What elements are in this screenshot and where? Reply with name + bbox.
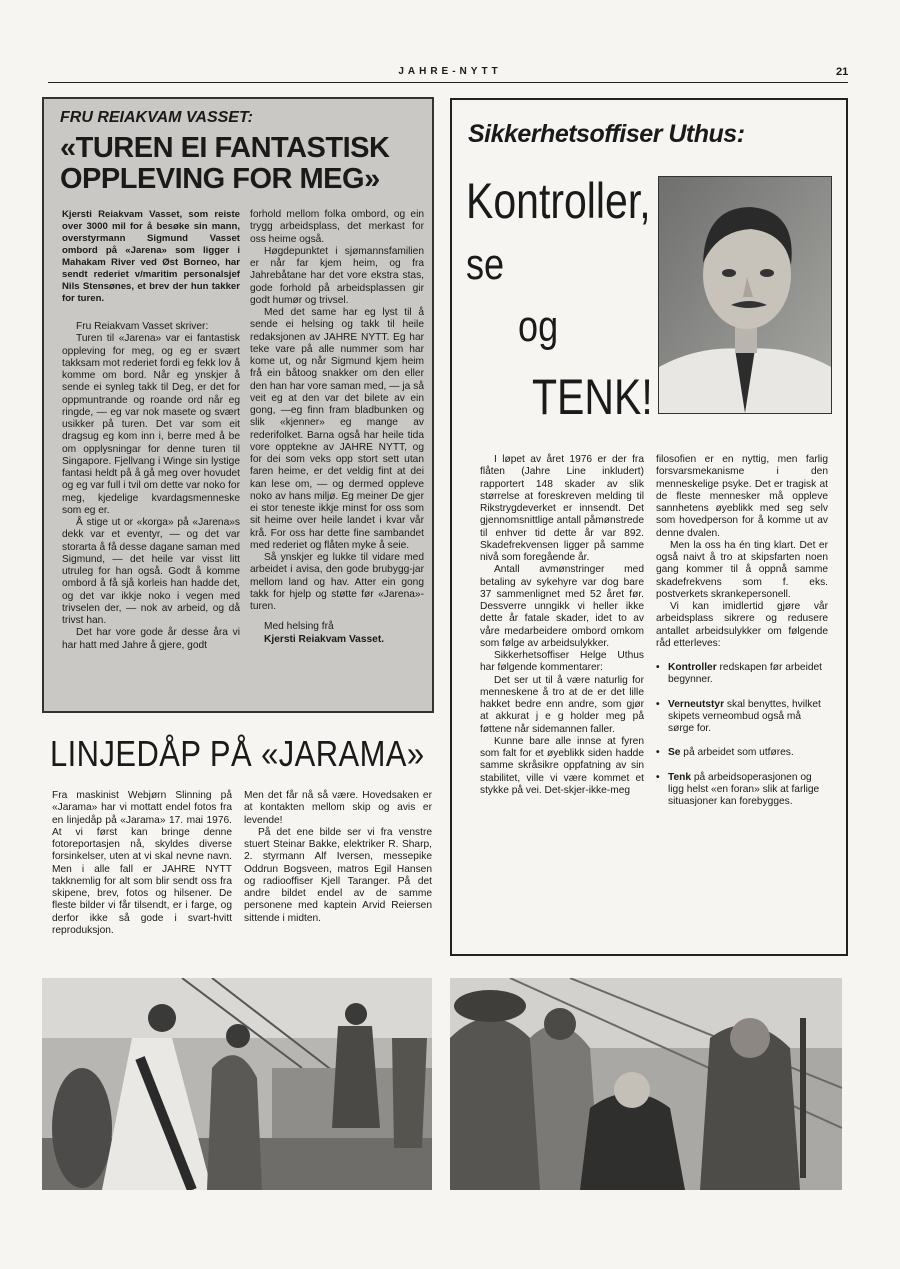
ceremony-photo-right xyxy=(450,978,842,1190)
article-linjedaap-column-right xyxy=(244,790,432,925)
tip-term: Se xyxy=(668,747,681,759)
safety-tip-tenk xyxy=(656,772,828,809)
bullet-icon: • xyxy=(656,662,660,673)
article-vasset-lead: Kjersti Reiakvam Vasset, som reiste over 3000 mil for å besøke sin mann, overstyrmann Sigmund Vasset ombord på «Jarena» som ligger i Mahakam River ved Øst Borneo, har sendt rederiet v/maritim personalsjef Nils Stensønes, et brev der hun takker for turen. xyxy=(62,209,240,304)
paragraph: I løpet av året 1976 er der fra flåten (Jahre Line inkludert) rapportert 148 skader av slik størrelse at foreskreven melding til Rikstrygdeverket er innsendt. Det gjennomsnittlige antall påmønstrede til enhver tid dette år var 892. Skadefrekvensen ligger på samme nivå som foregående år. xyxy=(480,454,644,563)
paragraph: Høgdepunktet i sjømannsfamilien er når far kjem heim, og fra Jahrebåtane har det vore ekstra stas, gode forhold på arbeidsplassen gir godt humør og trivsel. xyxy=(250,245,424,306)
header-rule xyxy=(48,82,848,83)
tip-text: skal benyttes, hvilket skipets verneombud også må sørge for. xyxy=(668,698,821,734)
page-number: 21 xyxy=(836,66,849,78)
masthead: JAHRE-NYTT xyxy=(398,66,502,77)
paragraph: Å stige ut or «korga» på «Jarena»s dekk var et eventyr, — og det var storarta å få desse dagane saman med Sigmund, — det heile var visst litt utruleg for han også. Godt å komme ombord å få sjå korleis han hadde det, og det var ikkje noko i vegen med trivselen der, — nok av arbeid, og då trivst han. xyxy=(62,517,240,626)
bullet-icon: • xyxy=(656,747,660,759)
ceremony-illustration-left xyxy=(42,978,432,1190)
big-word-og: og xyxy=(518,302,559,351)
paragraph: Fra maskinist Webjørn Slinning på «Jarama» har vi mottatt endel fotos fra en linjedåp på «Jarama» 17. mai 1976. At vi først kan bringe denne fotoreportasjen nå, skyldes diverse forsinkelser, uten at vi skal nevne navn. Men i alle fall er JAHRE NYTT takknemlig for alt som blir sendt oss fra skipene, brev, fotos og hilsener. De fleste bilder vi får tilsendt, er i farge, og derfor ikke så gode i svart-hvitt reproduksjon. xyxy=(52,790,232,936)
paragraph: Så ynskjer eg lukke til vidare med arbeidet i avisa, den gode brubygg-jar mellom land og hav. Atter ein gong takk for hjelp og støtte før «Jarena»-turen. xyxy=(250,552,424,612)
big-word-kontroller: Kontroller, xyxy=(466,173,651,229)
ceremony-illustration-right xyxy=(450,978,842,1190)
ceremony-photo-left xyxy=(42,978,432,1190)
safety-tip-verneutstyr xyxy=(656,699,828,736)
article-linjedaap-column-left xyxy=(52,790,232,937)
tip-term: Kontroller xyxy=(668,662,717,673)
portrait-photo xyxy=(658,176,832,414)
big-word-tenk: TENK! xyxy=(532,369,653,425)
portrait-illustration xyxy=(659,177,831,413)
article-vasset-column-right xyxy=(250,209,424,646)
tip-text: redskapen før arbeidet begynner. xyxy=(668,662,823,686)
paragraph: forhold mellom folka ombord, og ein trygg arbeidsplass, det merkast for oss heime også. xyxy=(250,209,424,245)
signature: Kjersti Reiakvam Vasset. xyxy=(264,633,385,645)
article-safety xyxy=(450,98,848,956)
paragraph: På det ene bilde ser vi fra venstre stuert Steinar Bakke, elektriker R. Sharp, 2. styrmann Alf Iversen, messepike Oddrun Bogsveen, matros Egil Hansen og radiooffiser Kjell Taranger. På det andre bildet endel av de samme personene med kaptein Arvid Reiersen sittende i midten. xyxy=(244,826,432,924)
paragraph: Det ser ut til å være naturlig for menneskene å tro at de er det lille hakket bedre enn andre, som gjør at akkurat j e g holder meg på føttene når sidemannen faller. xyxy=(480,674,644,735)
big-word-se: se xyxy=(466,240,505,289)
paragraph: filosofien er en nyttig, men farlig forsvarsmekanisme i den menneskelige psyke. Det er tragisk at de fleste mennesker må oppleve sannhetens øyeblikk med seg selv som hovedperson for å komme ut av denne dvalen. xyxy=(656,454,828,539)
paragraph: Med det same har eg lyst til å sende ei helsing og takk til heile redaksjonen av JAHRE NYTT. Eg har teke vare på alle nummer som har kome ut, og når Sigmund kjem heim frå ein båtoog snakker om den eller den han har vore saman med, — ja så veit eg at den var det bilete av ein gong, —eg finn fram bladbunken og slik «kjenner» eg mange av rederifolket. Barna også har heile tida vore opptekne av JAHRE NYTT, og for dei som veks opp stort sett utan faren heime, er det veldig fint at dei kan lese om, — og dermed oppleve noko av hans miljø. Eg meiner De gjer ei stor teneste ikkje minst for oss som sit heime over heile landet i kvar vår krå. For oss har dette fine sambandet med rederiet og flåten myke å seie. xyxy=(250,307,424,551)
article-safety-column-right xyxy=(656,454,828,808)
article-linjedaap-headline: LINJEDÅP PÅ «JARAMA» xyxy=(50,733,425,774)
paragraph: Men la oss ha én ting klart. Det er også naivt å tro at skipsfarten noen gang kommer til å oppnå samme skadefrekvens som f. eks. postverkets skrankepersonell. xyxy=(656,539,828,600)
tip-term: Verneutstyr xyxy=(668,698,725,710)
bullet-icon: • xyxy=(656,698,660,710)
article-vasset-column-left xyxy=(62,209,240,652)
paragraph: Kunne bare alle innse at fyren som falt for et øyeblikk siden hadde samme skråsikre oppfatning av sin stabilitet, ville vi være kommet et stykke på vei. Det-skjer-ikke-meg xyxy=(480,735,644,796)
article-safety-column-left xyxy=(480,454,644,797)
paragraph: Fru Reiakvam Vasset skriver: xyxy=(76,321,209,332)
bullet-icon: • xyxy=(656,771,660,783)
paragraph: Det har vore gode år desse åra vi har hatt med Jahre å gjere, godt xyxy=(62,627,240,651)
article-safety-kicker: Sikkerhetsoffiser Uthus: xyxy=(468,120,745,148)
article-vasset xyxy=(42,97,434,713)
tip-text: på arbeidsoperasjonen og ligg helst «en foran» slik at farlige situasjoner kan forebygges. xyxy=(668,771,820,807)
safety-tip-kontroller xyxy=(656,662,828,687)
closing: Med helsing frå xyxy=(264,621,334,633)
article-vasset-kicker: FRU REIAKVAM VASSET: xyxy=(60,109,253,126)
paragraph: Turen til «Jarena» var ei fantastisk oppleving for meg, og eg er svært takksam mot rederiet fordi eg fekk lov å komme om bord. Når eg ynskjer å sende ei synleg takk til Deg, er det for oppmuntrande og roande ord når eg ringde, — eg var nok masete og svært usikker på turen. Det var som eit dragsug eg kom inn i, berre med å be om opplysningar for denne turen til Singapore. Fjellvang i Winge sin lystige fantasi heldt på å gå meg over hovudet og eg var full i tvil om dette var noko for meg, kjedelige kvardagsmenneske som eg er. xyxy=(62,333,240,516)
paragraph: Vi kan imidlertid gjøre vår arbeidsplass sikrere og redusere antallet arbeidsulykker om følgende råd etterleves: xyxy=(656,601,828,649)
paragraph: Antall avmønstringer med betaling av sykehyre var dog bare 37 sammenlignet med 52 året før. Dessverre unngikk vi heller ikke dette år fatale skader, idet to av våre medarbeidere ombord omkom som følge av arbeidsulykker. xyxy=(480,564,644,649)
paragraph: Sikkerhetsoffiser Helge Uthus har følgende kommentarer: xyxy=(480,650,644,674)
tip-text: på arbeidet som utføres. xyxy=(680,747,794,759)
article-vasset-headline: «TUREN EI FANTASTISK OPPLEVING FOR MEG» xyxy=(60,132,390,195)
safety-tip-se xyxy=(656,747,828,759)
paragraph: Men det får nå så være. Hovedsaken er at kontakten mellom skip og avis er levende! xyxy=(244,790,432,826)
tip-term: Tenk xyxy=(668,771,692,783)
